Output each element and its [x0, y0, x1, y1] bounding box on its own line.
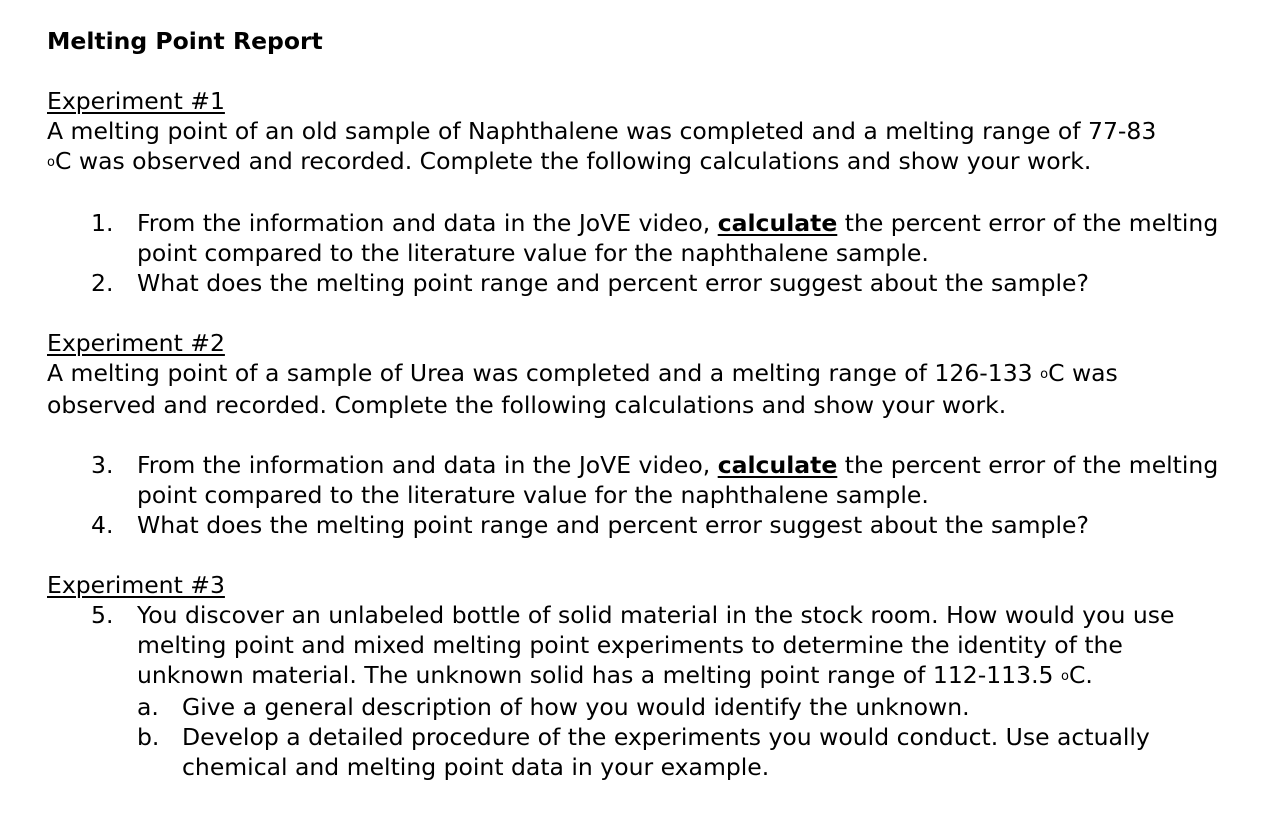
experiment-2-intro [47, 358, 1227, 420]
degree-symbol: o [47, 155, 55, 170]
experiment-2-heading: Experiment #2 [47, 329, 225, 357]
sub-question-text: Develop a detailed procedure of the experiments you would conduct. Use actually chemical and melting point data in your example. [182, 723, 1150, 781]
question-number: 4. [91, 511, 114, 539]
sub-question-a [47, 692, 1227, 722]
question-4 [47, 510, 1227, 540]
degree-symbol: o [1040, 367, 1049, 382]
sub-question-letter: b. [137, 723, 160, 751]
question-number: 3. [91, 451, 114, 479]
experiment-3-heading: Experiment #3 [47, 571, 225, 599]
experiment-2-intro-text: A melting point of a sample of Urea was completed and a melting range of 126-133 [47, 359, 1033, 387]
question-text-cont: C. [1068, 661, 1093, 689]
experiment-1-heading: Experiment #1 [47, 87, 225, 115]
question-text: What does the melting point range and percent error suggest about the sample? [137, 511, 1089, 539]
sub-question-b [47, 722, 1227, 782]
question-text: You discover an unlabeled bottle of solid material in the stock room. How would you use melting point and mixed melting point experiments to determine the identity of the unknown material. The unknown solid has a melting point range of 112-113.5 [137, 601, 1175, 689]
question-text-cont: the percent error of the melting point compared to the literature value for the naphthalene sample. [137, 209, 1219, 267]
degree-symbol: o [1060, 669, 1069, 684]
experiment-1-intro [47, 116, 1227, 178]
calculate-emphasis: calculate [717, 451, 838, 479]
question-text: From the information and data in the JoVE video, [137, 209, 711, 237]
question-text: From the information and data in the JoVE video, [137, 451, 711, 479]
sub-question-text: Give a general description of how you would identify the unknown. [182, 693, 970, 721]
experiment-1-intro-text: A melting point of an old sample of Naphthalene was completed and a melting range of 77-83 [47, 117, 1157, 145]
question-text: What does the melting point range and percent error suggest about the sample? [137, 269, 1089, 297]
calculate-emphasis: calculate [717, 209, 838, 237]
question-3 [47, 450, 1227, 510]
sub-question-letter: a. [137, 693, 159, 721]
question-1 [47, 208, 1227, 268]
question-number: 2. [91, 269, 114, 297]
question-2 [47, 268, 1227, 298]
spacer [47, 178, 1227, 208]
experiment-2-intro-text-cont: C was observed and recorded. Complete the following calculations and show your work. [47, 359, 1118, 419]
spacer [47, 56, 1227, 86]
spacer [47, 420, 1227, 450]
question-number: 5. [91, 601, 114, 629]
experiment-1-intro-text-cont: C was observed and recorded. Complete the following calculations and show your work. [54, 147, 1092, 175]
document [47, 26, 1227, 782]
spacer [47, 540, 1227, 570]
spacer [47, 298, 1227, 328]
question-5 [47, 600, 1227, 692]
question-number: 1. [91, 209, 114, 237]
document-title: Melting Point Report [47, 27, 323, 55]
question-text-cont: the percent error of the melting point compared to the literature value for the naphthalene sample. [137, 451, 1219, 509]
